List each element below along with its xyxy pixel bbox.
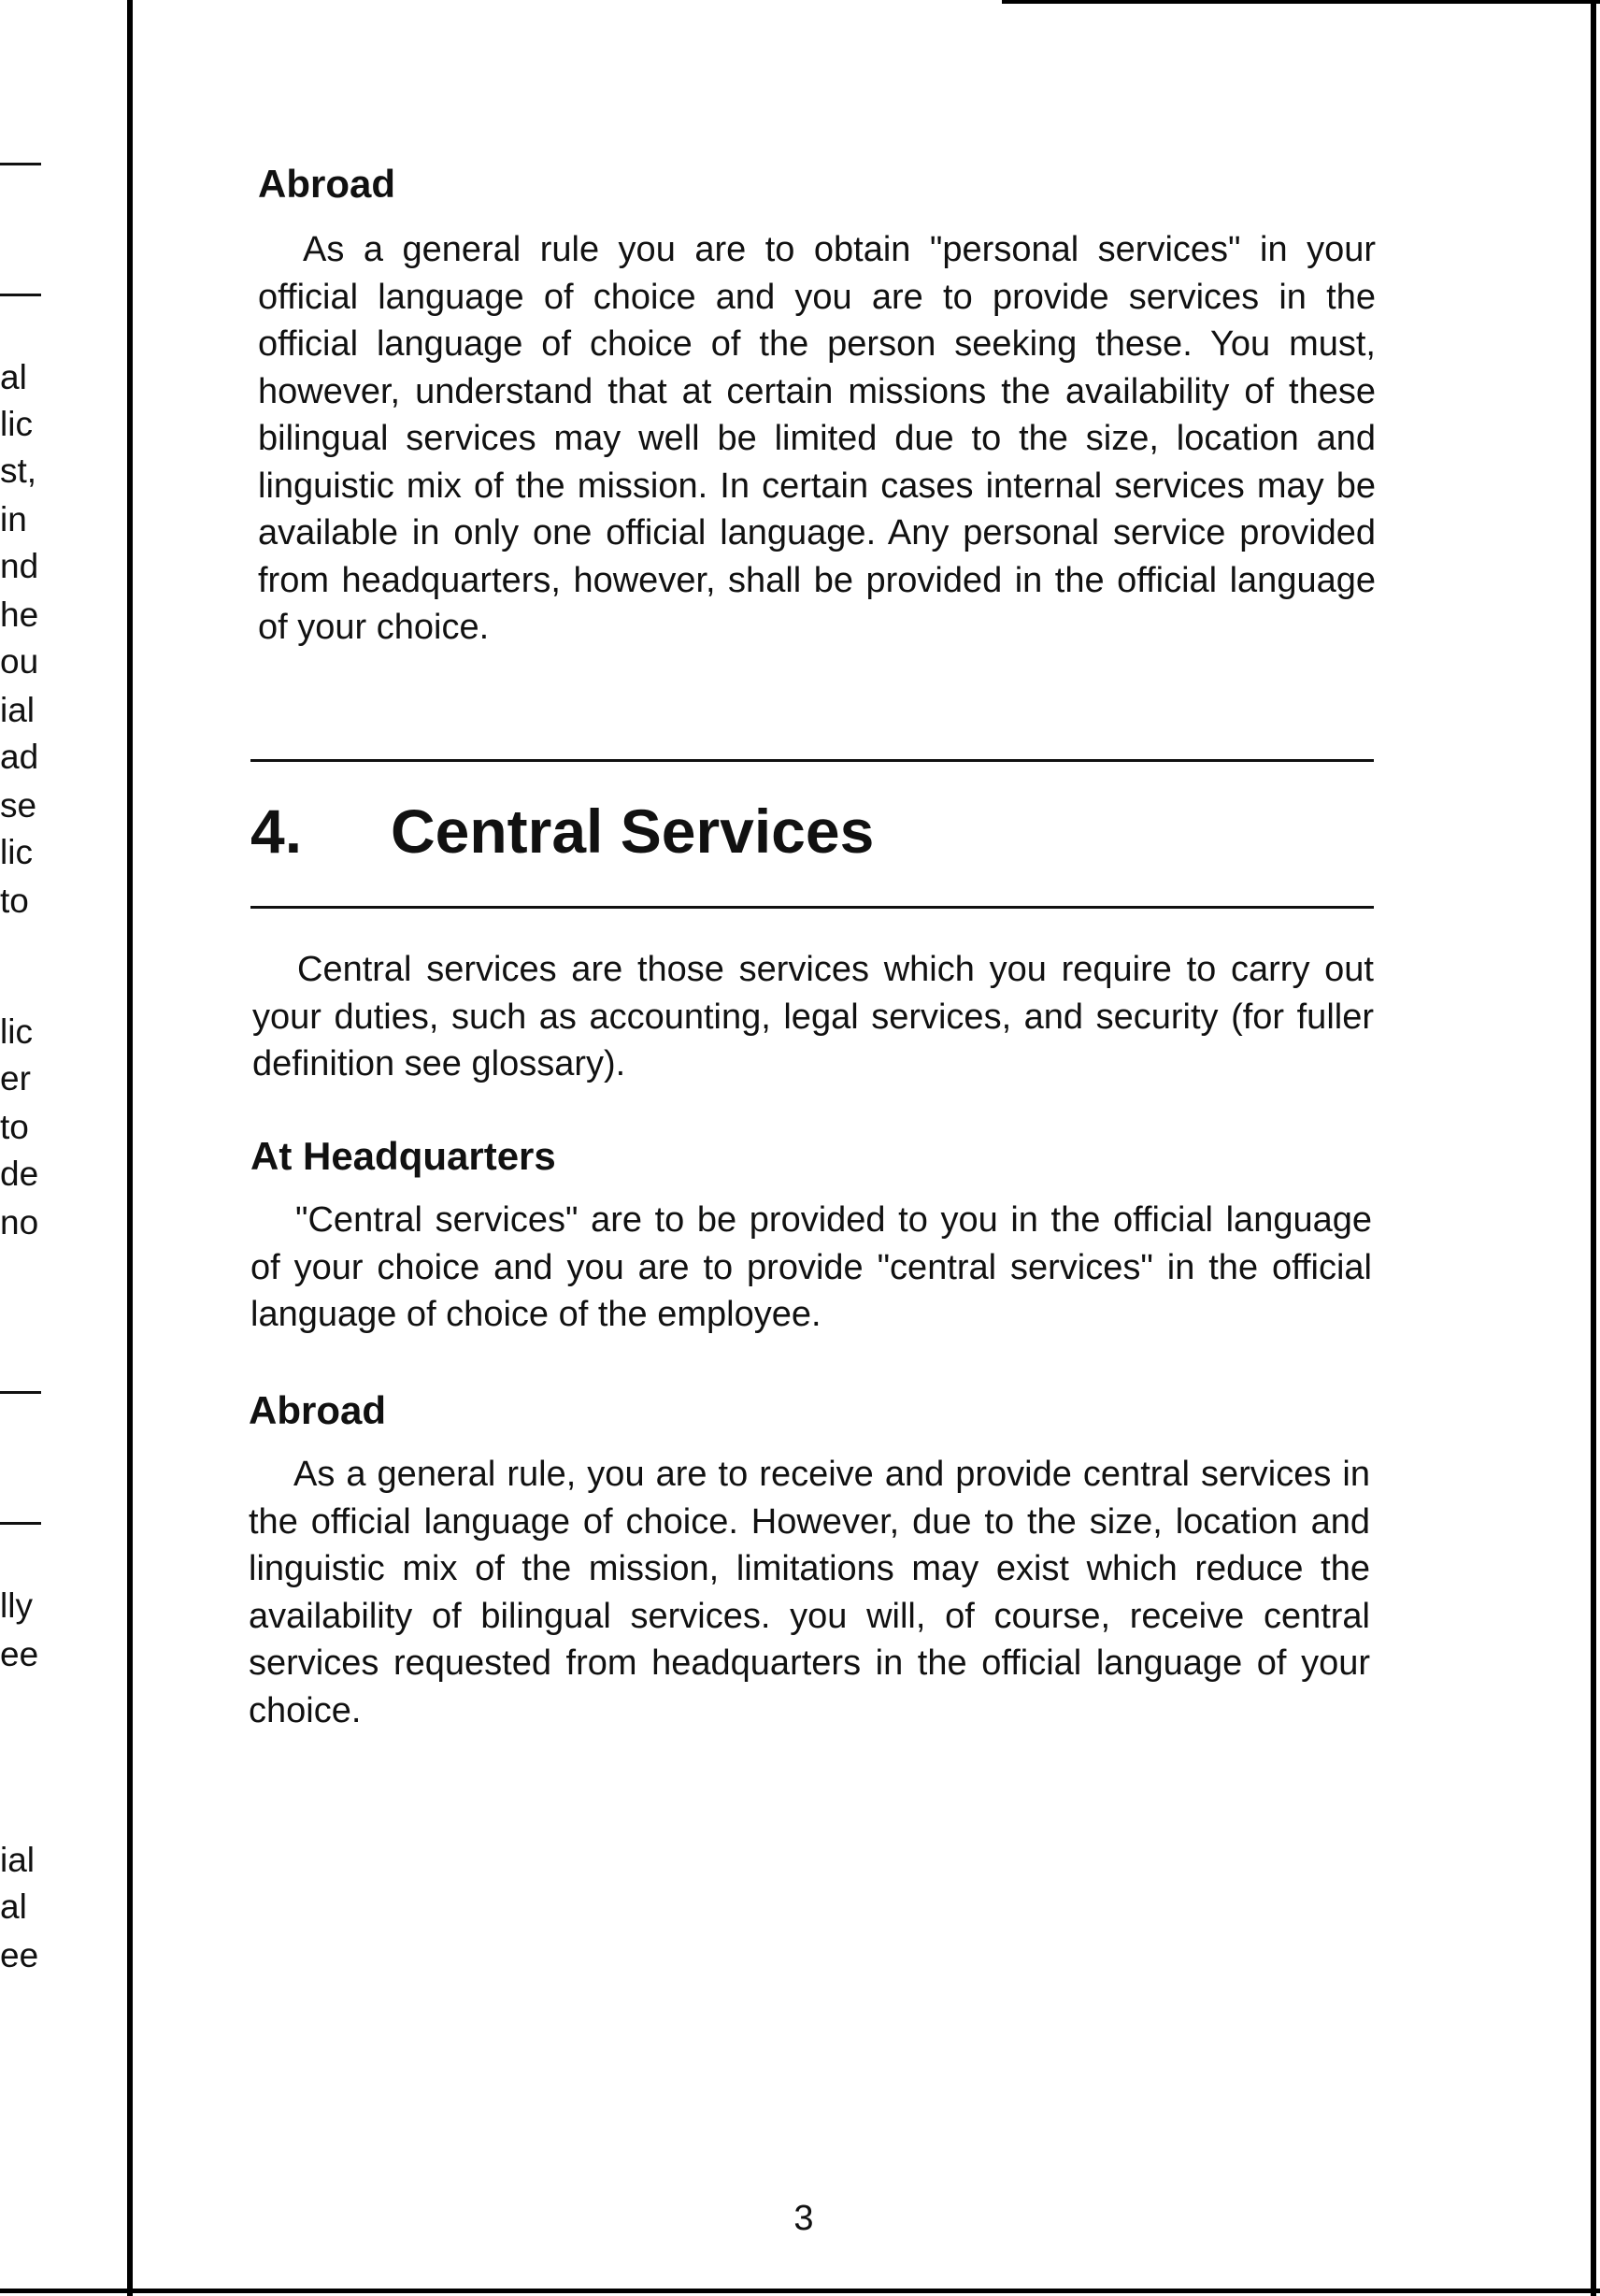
subsection-heading: At Headquarters	[250, 1134, 556, 1178]
fragment-text: de	[0, 1155, 39, 1193]
section-title-text: Central Services	[391, 796, 875, 866]
fragment-text: lic	[0, 1012, 33, 1051]
section-number: 4.	[250, 796, 303, 866]
fragment-text: st,	[0, 452, 37, 490]
fragment-text: lic	[0, 833, 33, 871]
bottom-page-edge	[0, 2289, 1600, 2293]
fragment-rule	[0, 163, 41, 165]
subsection-paragraph: "Central services" are to be provided to you in the official language of your choice and you are to provide "central services" in the official language of choice of the employee.	[250, 1200, 1372, 1334]
fragment-rule	[0, 1522, 41, 1525]
fragment-text: er	[0, 1059, 31, 1098]
fragment-text: ial	[0, 1841, 36, 1879]
left-page-edge	[127, 0, 133, 2296]
fragment-text: ial	[0, 691, 36, 729]
section-title	[250, 794, 1374, 868]
subsection-heading: Abroad	[249, 1388, 386, 1432]
right-page-edge	[1591, 0, 1596, 2296]
fragment-rule	[0, 294, 41, 296]
section-heading: Abroad	[258, 162, 395, 206]
section-4-header	[250, 759, 1374, 909]
central-services-headquarters	[250, 1133, 1372, 1339]
section-rule-top	[250, 759, 1374, 762]
section-rule-bottom	[250, 906, 1374, 909]
fragment-text: se	[0, 786, 37, 825]
fragment-text: ee	[0, 1635, 39, 1673]
fragment-text: ad	[0, 738, 39, 776]
fragment-rule	[0, 1391, 41, 1394]
section-paragraph: As a general rule you are to obtain "personal services" in your official language of choice and you are to provide services in the official language of choice of the person seeking these. You must, however, understand that at certain missions the availability of these bilingual services may well be limited due to the size, location and linguistic mix of the mission. In certain cases internal services may be available in only one official language. Any personal service provided from headquarters, however, shall be provided in the official language of your choice.	[258, 230, 1376, 647]
fragment-text: al	[0, 358, 27, 396]
subsection-paragraph: As a general rule, you are to receive and provide central services in the official language of choice. However, due to the size, location and linguistic mix of the mission, limitations may exist which reduce the availability of bilingual services. you will, of course, receive central services requested from headquarters in the official language of your choice.	[249, 1455, 1370, 1730]
fragment-text: he	[0, 596, 39, 634]
personal-services-abroad	[258, 161, 1376, 652]
fragment-text: lly	[0, 1586, 33, 1625]
central-services-intro	[252, 946, 1374, 1088]
central-services-abroad	[249, 1387, 1370, 1734]
top-page-edge	[1002, 0, 1600, 4]
fragment-text: in	[0, 500, 27, 538]
fragment-text: nd	[0, 547, 39, 585]
fragment-text: ee	[0, 1936, 39, 1974]
page-number: 3	[793, 2199, 814, 2238]
fragment-text: no	[0, 1203, 39, 1241]
fragment-text: to	[0, 882, 29, 920]
fragment-text: to	[0, 1108, 29, 1146]
fragment-text: ou	[0, 642, 39, 681]
intro-paragraph: Central services are those services which you require to carry out your duties, such as accounting, legal services, and security (for fuller definition see glossary).	[252, 950, 1374, 1083]
fragment-text: lic	[0, 405, 33, 443]
fragment-text: al	[0, 1887, 27, 1926]
